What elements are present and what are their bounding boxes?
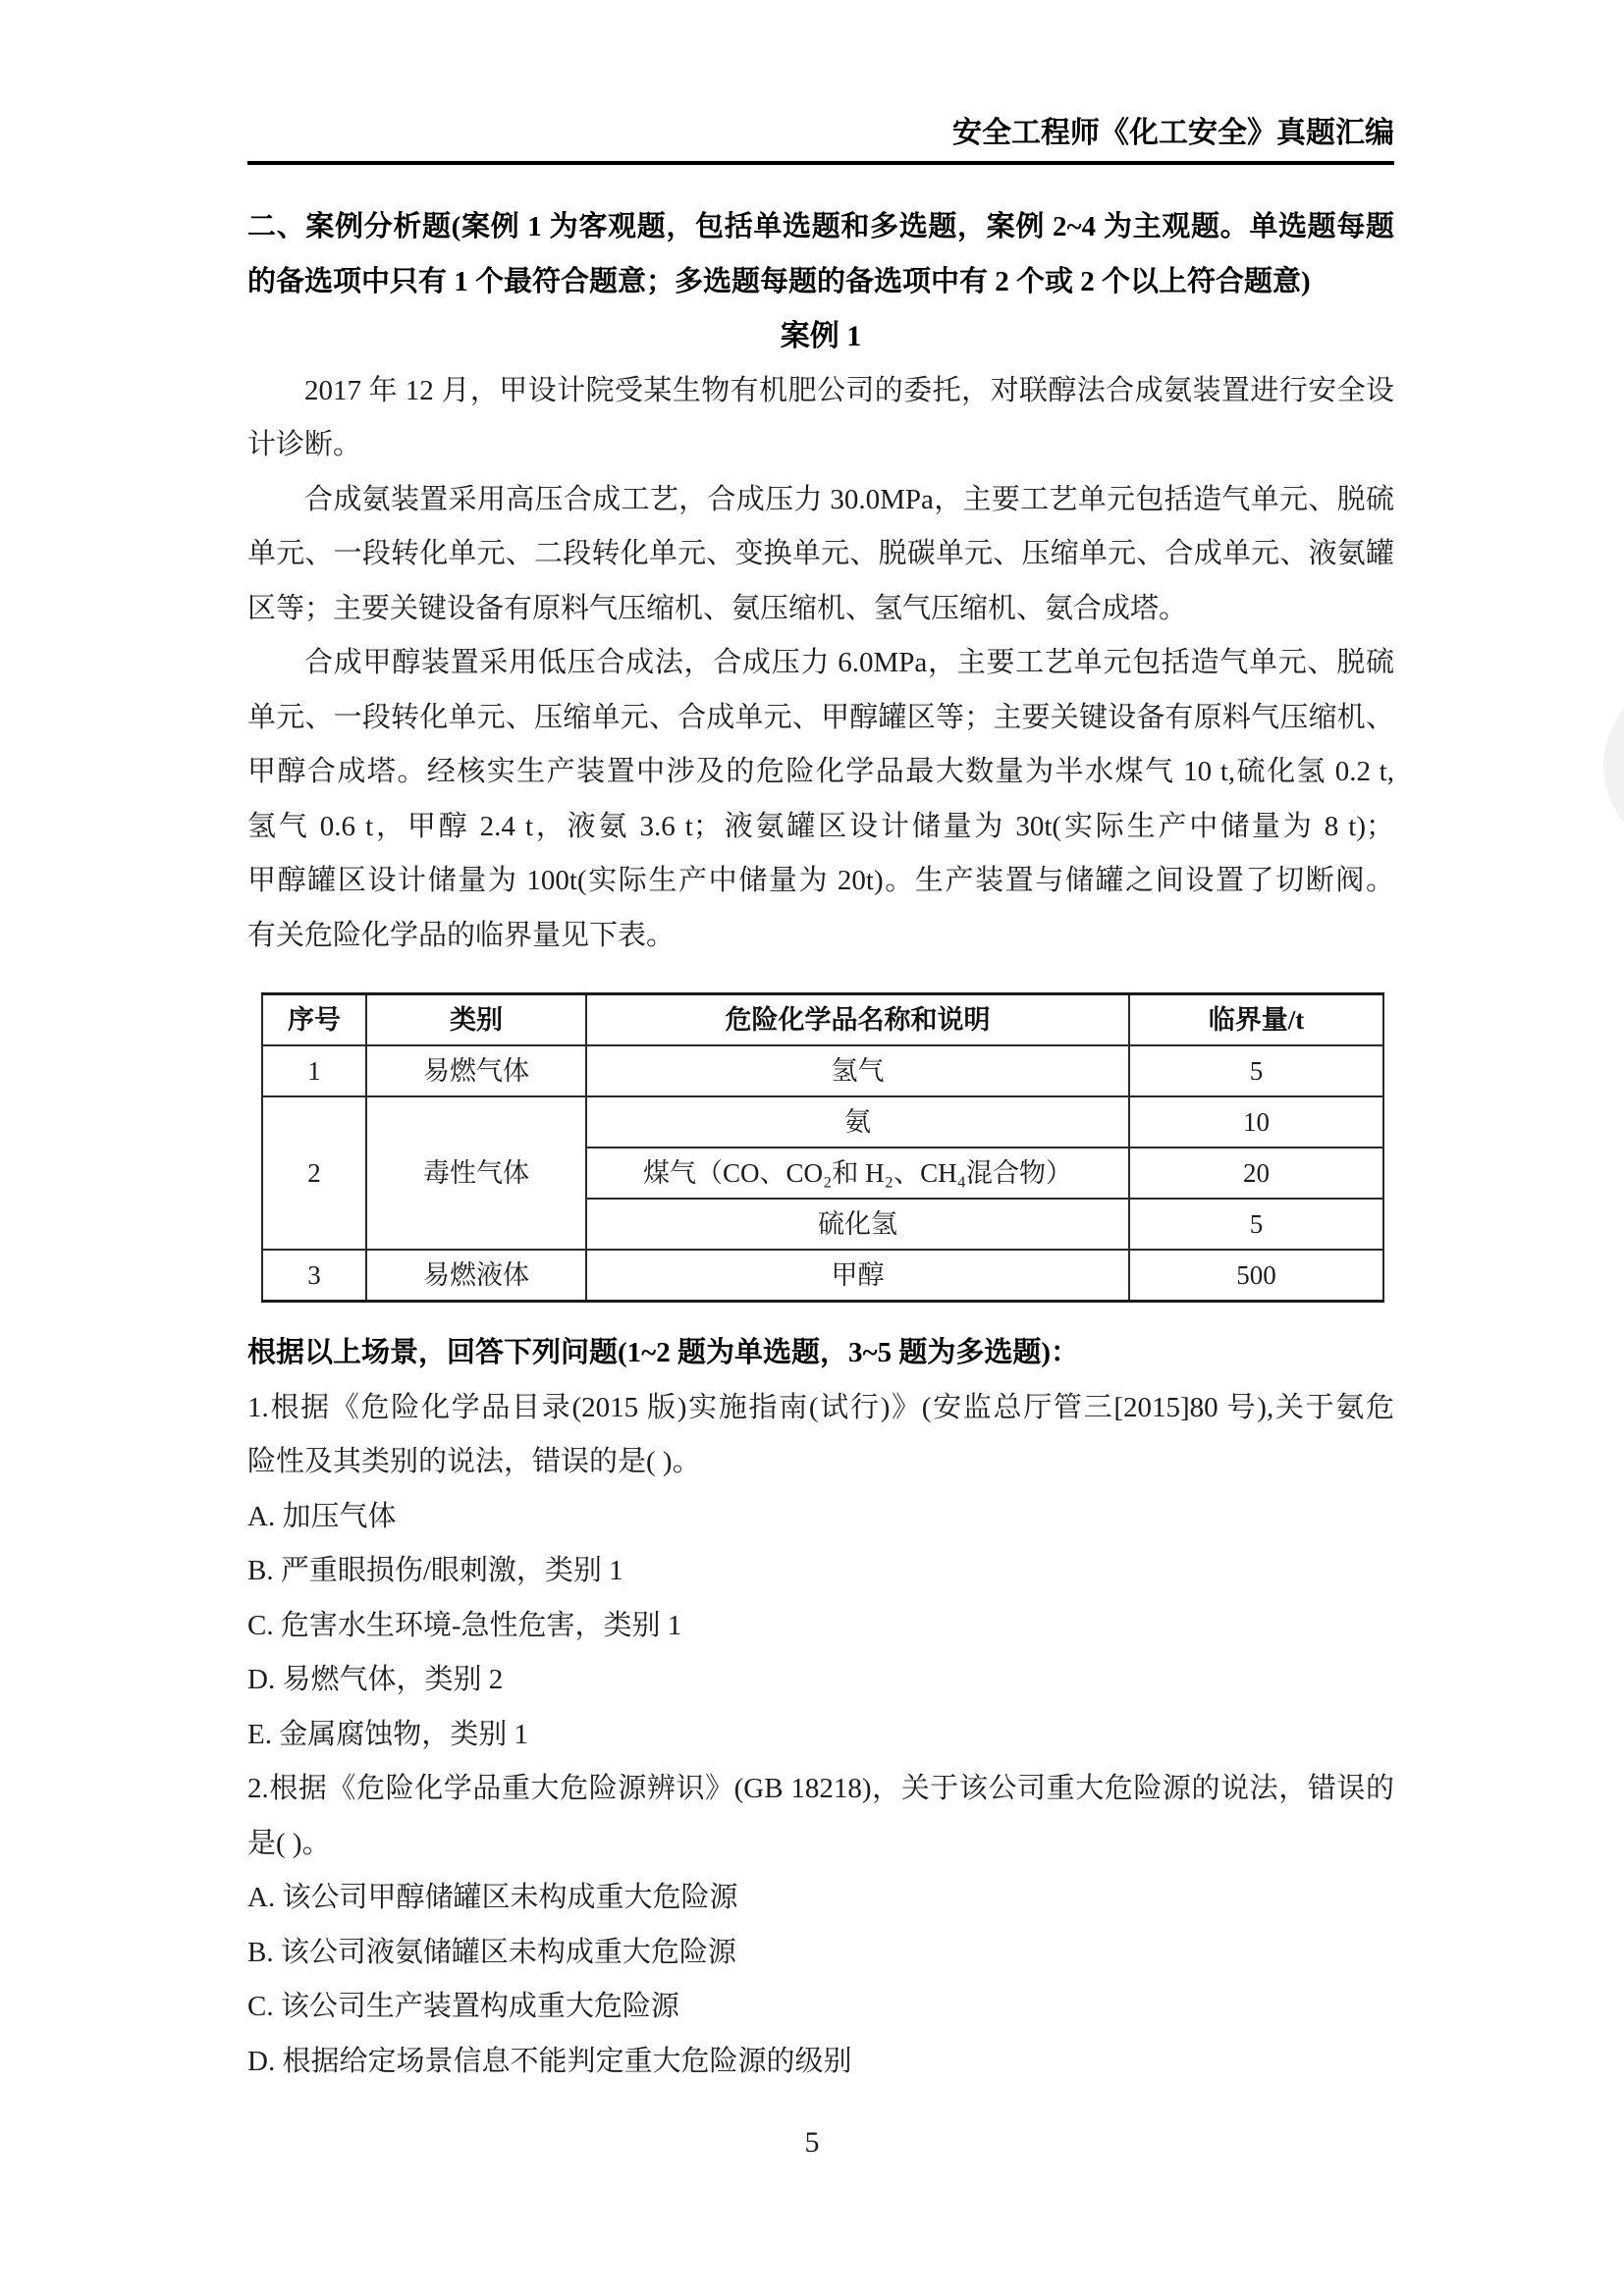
table-cell-name: 氢气 <box>586 1045 1129 1096</box>
table-header-category: 类别 <box>366 994 586 1046</box>
table-cell-no: 2 <box>262 1096 366 1250</box>
table-cell-no: 1 <box>262 1045 366 1096</box>
question-2-option-a: A. 该公司甲醇储罐区未构成重大危险源 <box>247 1882 738 1913</box>
question-2-option-b: B. 该公司液氨储罐区未构成重大危险源 <box>247 1936 736 1968</box>
section-heading-line-1: 二、案例分析题(案例 1 为客观题，包括单选题和多选题，案例 2~4 为主观题。单选题每题 <box>247 211 1394 242</box>
table-cell-name: 甲醇 <box>586 1250 1129 1302</box>
table-cell-limit: 500 <box>1129 1250 1383 1302</box>
scenario-line: 合成氨装置采用高压合成工艺，合成压力 30.0MPa，主要工艺单元包括造气单元、脱硫 <box>304 483 1394 515</box>
table-header-row <box>262 994 1383 1046</box>
table-row <box>262 1096 1383 1148</box>
questions-intro-line: 根据以上场景，回答下列问题(1~2 题为单选题，3~5 题为多选题)： <box>247 1337 1079 1368</box>
hazard-criteria-table <box>261 992 1384 1303</box>
table-cell-category: 毒性气体 <box>366 1096 586 1250</box>
section-heading <box>247 200 1394 309</box>
table-header-no: 序号 <box>262 994 366 1046</box>
table-cell-category: 易燃液体 <box>366 1250 586 1302</box>
question-1-option-e: E. 金属腐蚀物，类别 1 <box>247 1718 528 1750</box>
scenario-line: 甲醇罐区设计储量为 100t(实际生产中储量为 20t)。生产装置与储罐之间设置了切断阀。 <box>247 865 1394 896</box>
question-2-option-d: D. 根据给定场景信息不能判定重大危险源的级别 <box>247 2045 852 2077</box>
question-1-line: 险性及其类别的说法，错误的是( )。 <box>247 1446 701 1477</box>
table-cell-name: 氨 <box>586 1096 1129 1148</box>
scenario-line: 单元、一段转化单元、压缩单元、合成单元、甲醇罐区等；主要关键设备有原料气压缩机、 <box>247 701 1394 733</box>
table-cell-limit: 5 <box>1129 1045 1383 1096</box>
page-number: 5 <box>804 2126 820 2159</box>
table-cell-name: 硫化氢 <box>586 1199 1129 1250</box>
question-1-option-d: D. 易燃气体，类别 2 <box>247 1664 504 1695</box>
case-title: 案例 1 <box>780 320 862 352</box>
header-divider <box>247 161 1394 165</box>
question-1-option-b: B. 严重眼损伤/眼刺激，类别 1 <box>247 1555 623 1586</box>
table-row <box>262 1045 1383 1096</box>
scenario-line: 有关危险化学品的临界量见下表。 <box>247 919 676 951</box>
watermark-circle <box>1603 677 1624 854</box>
scenario-line: 计诊断。 <box>247 429 362 460</box>
table-header-name: 危险化学品名称和说明 <box>586 994 1129 1046</box>
table-cell-category: 易燃气体 <box>366 1045 586 1096</box>
question-2 <box>247 1762 1394 2089</box>
table-cell-limit: 5 <box>1129 1199 1383 1250</box>
question-1-option-c: C. 危害水生环境-急性危害，类别 1 <box>247 1609 682 1641</box>
question-2-line: 2.根据《危险化学品重大危险源辨识》(GB 18218)，关于该公司重大危险源的说法，错误的 <box>247 1773 1394 1804</box>
question-2-line: 是( )。 <box>247 1827 331 1859</box>
question-1-option-a: A. 加压气体 <box>247 1500 397 1532</box>
page-title: 安全工程师《化工安全》真题汇编 <box>952 117 1394 149</box>
question-2-option-c: C. 该公司生产装置构成重大危险源 <box>247 1991 679 2022</box>
question-1 <box>247 1381 1394 1763</box>
scenario-line: 甲醇合成塔。经核实生产装置中涉及的危险化学品最大数量为半水煤气 10 t,硫化氢 0.2 t, <box>247 756 1394 787</box>
scenario-line: 氢气 0.6 t，甲醇 2.4 t，液氨 3.6 t；液氨罐区设计储量为 30t(实际生产中储量为 8 t)； <box>247 810 1394 842</box>
scenario-line: 2017 年 12 月，甲设计院受某生物有机肥公司的委托，对联醇法合成氨装置进行安全设 <box>304 374 1394 406</box>
question-1-line: 1.根据《危险化学品目录(2015 版)实施指南(试行)》(安监总厅管三[2015]80 号),关于氨危 <box>247 1391 1394 1423</box>
section-heading-line-2: 的备选项中只有 1 个最符合题意；多选题每题的备选项中有 2 个或 2 个以上符合题意) <box>247 265 1311 297</box>
table-cell-name: 煤气（CO、CO₂和 H₂、CH₄混合物） <box>586 1148 1129 1199</box>
questions-section <box>247 1326 1394 1381</box>
scenario-line: 单元、一段转化单元、二段转化单元、变换单元、脱碳单元、压缩单元、合成单元、液氨罐 <box>247 538 1394 569</box>
page-content <box>247 0 1394 2089</box>
scenario-line: 区等；主要关键设备有原料气压缩机、氨压缩机、氢气压缩机、氨合成塔。 <box>247 592 1188 624</box>
table-row <box>262 1250 1383 1302</box>
table-header-limit: 临界量/t <box>1129 994 1383 1046</box>
table-cell-limit: 10 <box>1129 1096 1383 1148</box>
scenario-line: 合成甲醇装置采用低压合成法，合成压力 6.0MPa，主要工艺单元包括造气单元、脱硫 <box>304 647 1394 678</box>
scenario-paragraphs <box>247 364 1394 964</box>
table-cell-no: 3 <box>262 1250 366 1302</box>
table-cell-limit: 20 <box>1129 1148 1383 1199</box>
